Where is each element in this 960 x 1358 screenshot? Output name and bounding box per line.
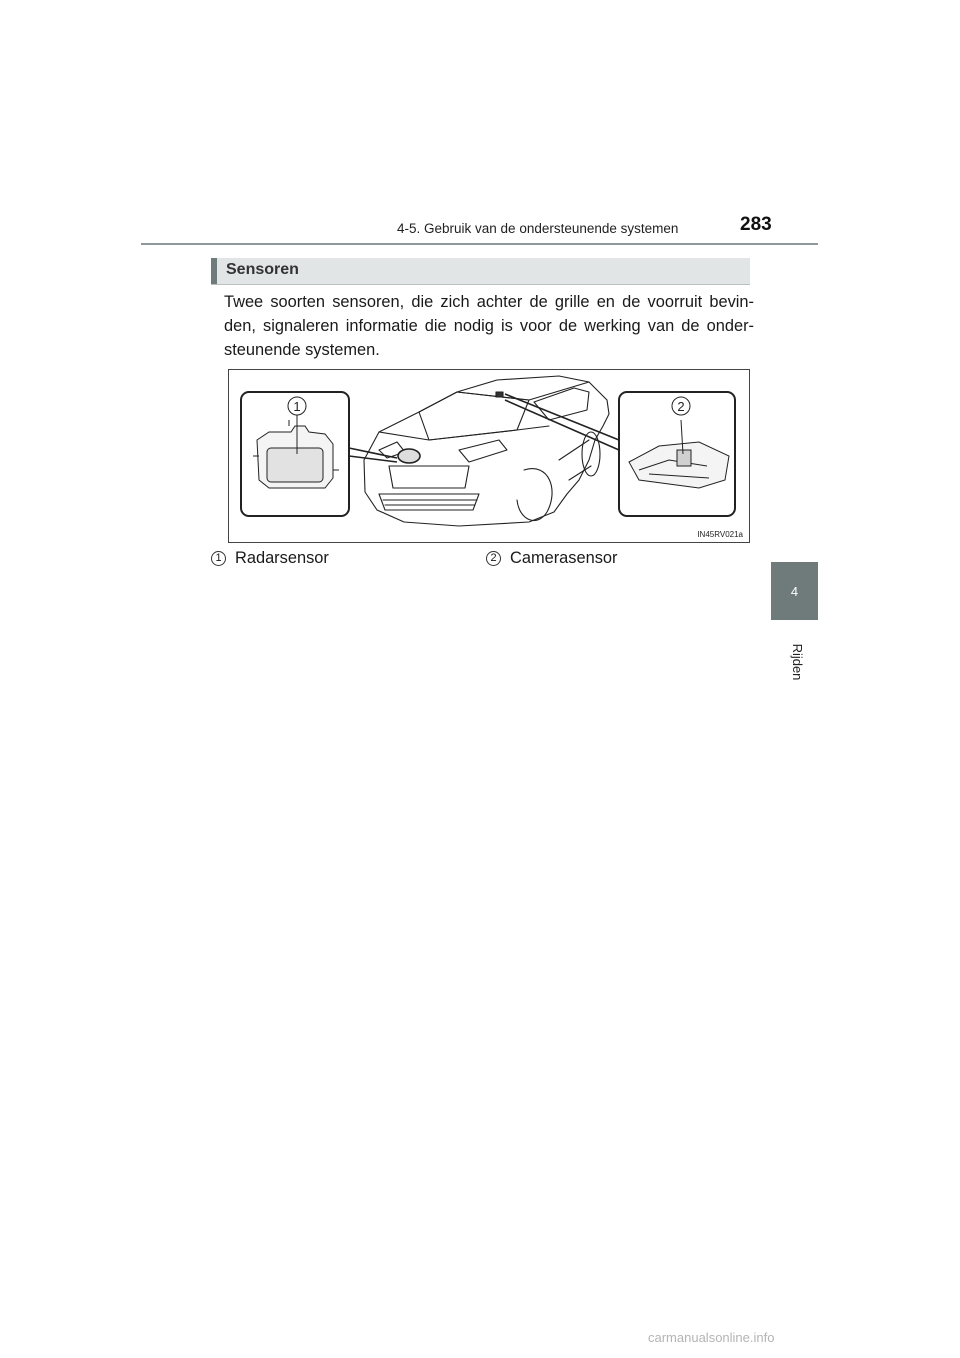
camera-leader-line bbox=[505, 394, 619, 450]
caption-text: Camerasensor bbox=[510, 548, 618, 567]
callout-2 bbox=[672, 397, 690, 415]
car-side-window bbox=[534, 388, 589, 420]
car-headlight-right bbox=[459, 440, 507, 462]
car-windshield bbox=[419, 392, 529, 440]
sensor-illustration bbox=[228, 369, 750, 543]
radar-sensor-drawing bbox=[253, 420, 339, 488]
section-accent bbox=[211, 258, 217, 284]
radar-location-marker bbox=[398, 449, 420, 463]
callout-2-label: 2 bbox=[677, 399, 685, 414]
body-paragraph bbox=[224, 290, 754, 362]
callout-1-label: 1 bbox=[293, 399, 301, 414]
chapter-tab-number: 4 bbox=[790, 583, 799, 599]
body-line: den, signaleren informatie die nodig is voor de werking van de onder- bbox=[224, 317, 754, 335]
page-number: 283 bbox=[740, 214, 772, 235]
section-title: Sensoren bbox=[226, 261, 299, 278]
caption-number: 2 bbox=[486, 551, 501, 566]
car-wheel-front bbox=[517, 469, 552, 521]
car-sensor-drawing bbox=[229, 370, 749, 542]
header-divider bbox=[141, 243, 818, 245]
car-grille bbox=[389, 466, 469, 488]
caption-item bbox=[211, 547, 329, 569]
section-heading bbox=[211, 258, 750, 285]
caption-item bbox=[486, 547, 618, 569]
chapter-tab-label: Rijden bbox=[790, 643, 805, 681]
chapter-tab[interactable] bbox=[771, 562, 818, 620]
car-roof-line bbox=[457, 382, 589, 400]
car-hood-line bbox=[379, 426, 549, 440]
car-lower-grille bbox=[379, 494, 479, 510]
caption-text: Radarsensor bbox=[235, 548, 329, 567]
figure-code: IN45RV021a bbox=[697, 530, 743, 539]
camera-sensor-drawing bbox=[629, 420, 729, 488]
body-line: Twee soorten sensoren, die zich achter de grille en de voorruit bevin- bbox=[224, 293, 754, 311]
caption-number: 1 bbox=[211, 551, 226, 566]
radar-leader-line bbox=[349, 448, 397, 462]
camera-location-marker bbox=[496, 392, 503, 397]
watermark-text[interactable]: carmanualsonline.info bbox=[648, 1330, 775, 1345]
chapter-title: 4-5. Gebruik van de ondersteunende systemen bbox=[397, 221, 679, 236]
body-line: steunende systemen. bbox=[224, 341, 380, 359]
